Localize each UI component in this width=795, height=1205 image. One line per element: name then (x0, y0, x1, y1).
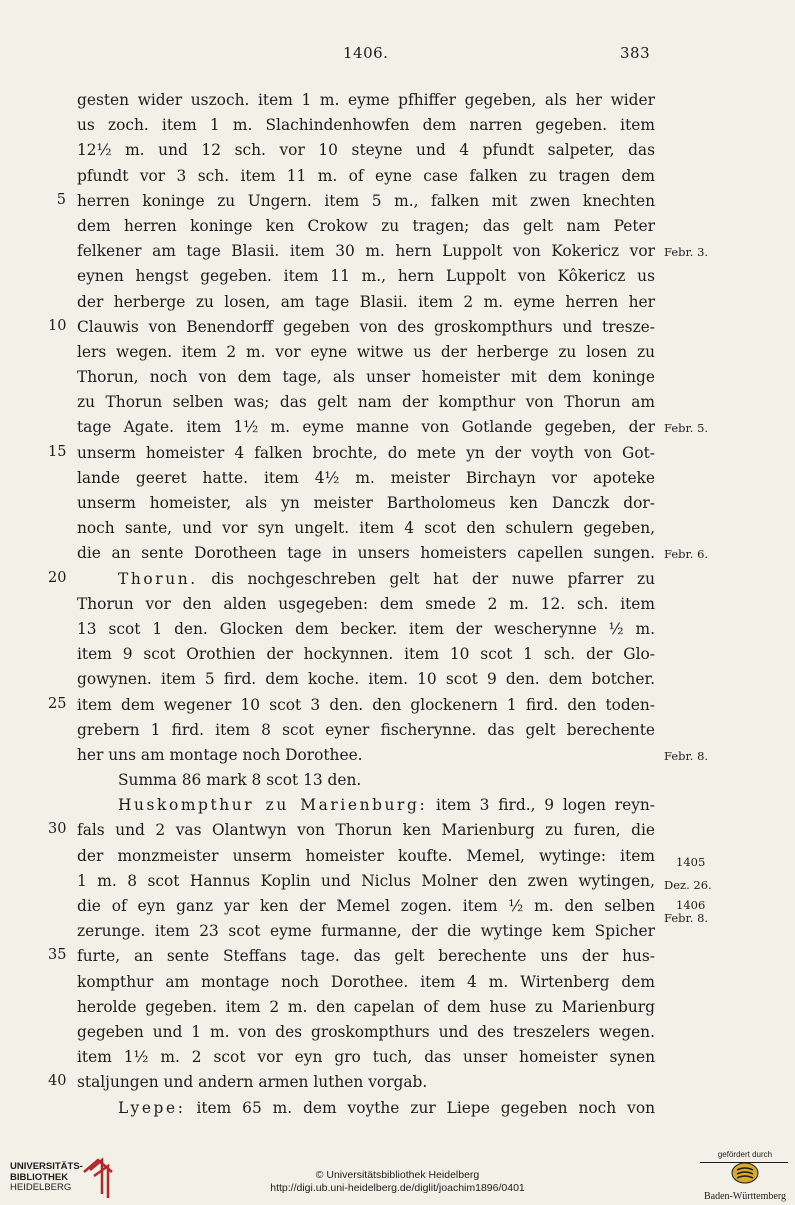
line-text (77, 947, 655, 965)
line-text (77, 267, 655, 285)
line-text (77, 847, 655, 865)
text-line (0, 768, 795, 793)
line-body: lande geeret hatte. item 4½ m. meister Birchayn vor apoteke (77, 468, 655, 487)
text-line (0, 970, 795, 995)
header-year: 1406. (343, 44, 389, 62)
margin-note-feb-8-second: Febr. 8. (664, 911, 709, 925)
text-line (0, 818, 795, 843)
line-body: 12½ m. und 12 sch. vor 10 steyne und 4 pfundt salpeter, das (77, 141, 655, 160)
line-body: noch sante, und vor syn ungelt. item 4 scot den schulern gegeben, (77, 519, 655, 538)
text-line (0, 1020, 795, 1045)
margin-note-dec-26: Dez. 26. (664, 878, 712, 892)
line-text (77, 1073, 655, 1091)
line-body: Summa 86 mark 8 scot 13 den. (118, 771, 362, 790)
text-line (0, 164, 795, 189)
text-line (0, 693, 795, 718)
library-name-line-3: HEIDELBERG (10, 1182, 72, 1193)
line-text (77, 116, 655, 134)
line-body: felkener am tage Blasii. item 30 m. hern Luppolt von Kokericz vor (77, 242, 655, 261)
line-number: 25 (48, 695, 67, 712)
line-body: die an sente Dorotheen tage in unsers homeisters capellen sungen. (77, 544, 655, 563)
text-line (0, 340, 795, 365)
line-number: 40 (48, 1073, 67, 1090)
spaced-heading: Lyepe: (118, 1098, 186, 1117)
line-body: herolde gegeben. item 2 m. den capelan of dem huse zu Marienburg (77, 997, 655, 1016)
line-text (77, 645, 655, 663)
line-text (77, 746, 655, 764)
spaced-heading: Huskompthur zu Marienburg: (118, 796, 428, 815)
library-name-line-1: UNIVERSITÄTS- (10, 1161, 83, 1172)
line-body: her uns am montage noch Dorothee. (77, 745, 363, 764)
line-text (77, 973, 655, 991)
library-name-line-2: BIBLIOTHEK (10, 1171, 69, 1183)
text-line (0, 365, 795, 390)
text-line (0, 1045, 795, 1070)
line-body: Thorun, noch von dem tage, als unser homeister mit dem koninge (77, 368, 655, 387)
line-body: Clauwis von Benendorff gegeben von des groskompthurs und tresze- (77, 317, 655, 336)
line-body: die of eyn ganz yar ken der Memel zogen. item ½ m. den selben (77, 897, 655, 915)
text-line (0, 743, 795, 768)
text-line (0, 138, 795, 163)
running-head (0, 44, 795, 68)
line-text (77, 897, 655, 915)
margin-date-note: Febr. 3. (664, 245, 709, 260)
funder-name: Baden-Württemberg (703, 1191, 786, 1202)
text-line (0, 541, 795, 566)
line-body: gegeben und 1 m. von des groskompthurs und des treszelers wegen. (77, 1022, 655, 1041)
line-body: tage Agate. item 1½ m. eyme manne von Gotlande gegeben, der (77, 418, 655, 437)
line-text (77, 217, 655, 235)
line-text (77, 368, 655, 386)
line-text (77, 167, 655, 185)
line-text (77, 469, 655, 487)
line-text (77, 595, 655, 613)
line-text (118, 771, 655, 789)
line-text (77, 192, 655, 210)
text-line (0, 113, 795, 138)
line-text (118, 1099, 655, 1117)
line-text (77, 343, 655, 361)
line-text (77, 393, 655, 411)
funded-by-label: gefördert durch (717, 1150, 773, 1159)
line-number: 20 (48, 569, 67, 586)
line-body: zerunge. item 23 scot eyme furmanne, der die wytinge kem Spicher (77, 922, 655, 941)
text-line (0, 567, 795, 592)
text-line (0, 88, 795, 113)
line-body: der herberge zu losen, am tage Blasii. item 2 m. eyme herren her (77, 292, 655, 311)
line-body: item 9 scot Orothien der hockynnen. item 10 scot 1 sch. der Glo- (77, 645, 655, 664)
text-line (0, 491, 795, 516)
line-text (77, 872, 655, 890)
line-number: 35 (48, 947, 67, 964)
line-body: eynen hengst gegeben. item 11 m., hern Luppolt von Kôkericz us (77, 267, 655, 286)
line-body: gesten wider uszoch. item 1 m. eyme pfhiffer gegeben, als her wider (77, 91, 655, 109)
permalink[interactable]: http://digi.ub.uni-heidelberg.de/diglit/joachim1896/0401 (270, 1182, 525, 1194)
margin-date-note: Febr. 5. (664, 421, 709, 436)
line-text (77, 519, 655, 537)
text-line (0, 793, 795, 818)
line-text (77, 242, 655, 260)
line-body: unserm homeister 4 falken brochte, do mete yn der voyth von Got- (77, 443, 655, 462)
text-line (0, 667, 795, 692)
line-text (77, 1048, 655, 1066)
text-line (0, 516, 795, 541)
margin-note-year-1405: 1405 (676, 855, 706, 869)
line-body: item 65 m. dem voythe zur Liepe gegeben noch von (196, 1098, 655, 1117)
text-line (0, 1096, 795, 1121)
text-line (0, 1070, 795, 1095)
funding-divider (700, 1162, 788, 1163)
line-body: Thorun vor den alden usgegeben: dem smede 2 m. 12. sch. item (77, 594, 655, 613)
line-body: 13 scot 1 den. Glocken dem becker. item der wescherynne ½ m. (77, 619, 655, 638)
text-line (0, 617, 795, 642)
line-body: staljungen und andern armen luthen vorgab. (77, 1073, 428, 1092)
text-line (0, 441, 795, 466)
line-text (118, 570, 655, 588)
text-line (0, 995, 795, 1020)
text-line (0, 264, 795, 289)
line-text (77, 1023, 655, 1041)
line-text (77, 998, 655, 1016)
line-body: der monzmeister unserm homeister koufte. Memel, wytinge: item (77, 846, 655, 865)
line-body: gowynen. item 5 fird. dem koche. item. 10 scot 9 den. dem botcher. (77, 670, 655, 689)
text-line (0, 315, 795, 340)
document-body (0, 88, 795, 1121)
line-text (77, 494, 655, 512)
text-line (0, 189, 795, 214)
text-line (0, 642, 795, 667)
funding-notice (700, 1150, 790, 1202)
text-line (0, 390, 795, 415)
line-text (77, 670, 655, 688)
line-text (77, 821, 655, 839)
margin-note-year-1406: 1406 (676, 898, 706, 912)
line-body: unserm homeister, als yn meister Bartholomeus ken Danczk dor- (77, 494, 655, 512)
line-body: zu Thorun selben was; das gelt nam der kompthur von Thorun am (77, 393, 655, 412)
line-body: grebern 1 fird. item 8 scot eyner fischerynne. das gelt berechente (77, 720, 655, 739)
line-body: 1 m. 8 scot Hannus Koplin und Niclus Molner den zwen wytingen, (77, 871, 655, 890)
text-line (0, 592, 795, 617)
line-text (77, 141, 655, 159)
line-number: 5 (56, 191, 66, 208)
line-text (77, 620, 655, 638)
line-body: item 3 fird., 9 logen reyn- (436, 796, 655, 815)
text-line (0, 944, 795, 969)
page-number: 383 (620, 44, 651, 62)
text-line (0, 415, 795, 440)
line-text (77, 444, 655, 462)
text-line (0, 214, 795, 239)
line-text (118, 796, 655, 814)
line-text (77, 696, 655, 714)
footer-credits (0, 1169, 795, 1195)
line-body: herren koninge zu Ungern. item 5 m., falken mit zwen knechten (77, 191, 655, 210)
text-line (0, 239, 795, 264)
line-text (77, 544, 655, 562)
line-body: item 1½ m. 2 scot vor eyn gro tuch, das unser homeister synen (77, 1048, 655, 1067)
line-number: 30 (48, 821, 67, 838)
line-body: lers wegen. item 2 m. vor eyne witwe us der herberge zu losen zu (77, 342, 655, 361)
baden-wuerttemberg-crest-icon (730, 1162, 760, 1184)
line-body: us zoch. item 1 m. Slachindenhowfen dem narren gegeben. item (77, 116, 655, 135)
line-text (77, 922, 655, 940)
line-body: pfundt vor 3 sch. item 11 m. of eyne case falken zu tragen dem (77, 166, 655, 185)
line-body: fals und 2 vas Olantwyn von Thorun ken Marienburg zu furen, die (77, 821, 655, 840)
line-number: 10 (48, 317, 67, 334)
line-text (77, 721, 655, 739)
text-line (0, 718, 795, 743)
line-text (77, 318, 655, 336)
margin-date-note: Febr. 6. (664, 547, 709, 562)
line-body: dis nochgeschreben gelt hat der nuwe pfarrer zu (211, 569, 655, 588)
line-text (77, 91, 655, 109)
line-text (77, 418, 655, 436)
text-line (0, 466, 795, 491)
line-body: furte, an sente Steffans tage. das gelt berechente uns der hus- (77, 947, 655, 966)
line-body: kompthur am montage noch Dorothee. item 4 m. Wirtenberg dem (77, 972, 655, 991)
margin-date-note: Febr. 8. (664, 748, 709, 763)
line-body: dem herren koninge ken Crokow zu tragen; das gelt nam Peter (77, 216, 655, 235)
line-number: 15 (48, 443, 67, 460)
text-line (0, 290, 795, 315)
copyright-notice: © Universitätsbibliothek Heidelberg (315, 1169, 480, 1181)
spaced-heading: Thorun. (118, 569, 198, 588)
line-text (77, 293, 655, 311)
line-body: item dem wegener 10 scot 3 den. den glockenern 1 fird. den toden- (77, 695, 655, 714)
